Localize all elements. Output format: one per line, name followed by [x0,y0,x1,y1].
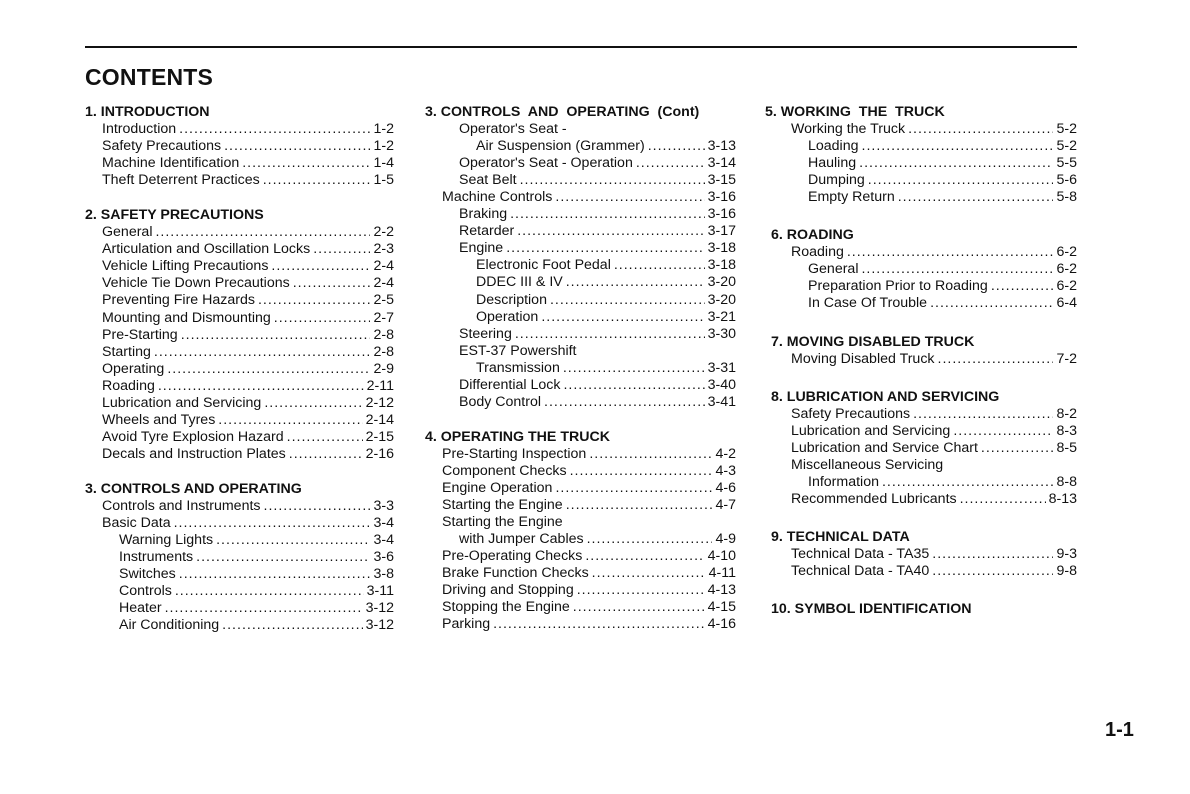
toc-entry-page: 3-13 [707,138,736,155]
toc-entry [85,310,394,327]
toc-column-2 [425,104,736,633]
dot-leader [913,406,1053,423]
toc-entry-page: 8-3 [1056,422,1077,439]
toc-entry-label: Vehicle Tie Down Precautions [102,275,290,292]
dot-leader [550,292,705,309]
toc-entry-page: 5-2 [1056,138,1077,155]
dot-leader [648,138,705,155]
toc-entry-label: Technical Data - TA40 [791,563,930,580]
toc-entry [425,223,736,240]
dot-leader [862,138,1054,155]
toc-entry [85,258,394,275]
toc-entry-label: Lubrication and Servicing [791,422,951,439]
toc-entry [425,531,736,548]
toc-entry-page: 3-15 [707,172,736,189]
dot-leader [224,138,370,155]
toc-entry [765,172,1077,189]
toc-entry-page: 3-6 [373,549,394,566]
dot-leader [179,121,370,138]
toc-entry-page: 5-8 [1056,189,1077,206]
toc-entry-page: 2-3 [373,241,394,258]
toc-entry [425,497,736,514]
dot-leader [585,548,704,565]
toc-entry-label: Starting the Engine [442,497,563,514]
toc-entry-label: Miscellaneous Servicing [791,456,944,473]
toc-entry-label: Empty Return [808,189,895,206]
toc-entry [85,566,394,583]
toc-entry-page: 3-4 [373,515,394,532]
toc-entry-page: 3-18 [707,257,736,274]
toc-entry-page: 3-11 [366,583,394,600]
toc-entry [425,274,736,291]
toc-entry-label: Preparation Prior to Roading [808,278,988,295]
toc-entry-label: Working the Truck [791,121,906,138]
toc-entry-page: 3-20 [707,274,736,291]
toc-entry-page: 6-2 [1056,278,1077,295]
toc-entry [85,344,394,361]
toc-entry-label: Heater [119,600,162,617]
dot-leader [155,224,370,241]
toc-entry-page: 5-2 [1056,121,1077,138]
toc-entry [425,480,736,497]
toc-entry [425,189,736,206]
toc-entry-label: Operator's Seat - Operation [459,155,633,172]
dot-leader [287,429,363,446]
dot-leader [868,172,1054,189]
toc-entry-page: 1-4 [373,155,394,172]
toc-entry-page: 3-12 [365,600,394,617]
toc-entry [765,189,1077,206]
toc-entry [425,155,736,172]
toc-entry [425,514,736,531]
dot-leader [541,309,704,326]
dot-leader [179,566,371,583]
dot-leader [154,344,371,361]
dot-leader [263,172,371,189]
toc-entry [425,377,736,394]
toc-entry [85,395,394,412]
toc-entry-page: 3-20 [707,291,736,308]
toc-entry [85,155,394,172]
toc-entry-label: Machine Identification [102,155,240,172]
toc-entry [85,515,394,532]
toc-entry-label: Lubrication and Service Chart [791,439,978,456]
toc-entry-label: Pre-Starting [102,326,178,343]
section-heading: 4. OPERATING THE TRUCK [425,428,610,445]
toc-entry [765,406,1077,423]
toc-entry-page: 6-2 [1056,244,1077,261]
dot-leader [960,491,1046,508]
section-heading: 3. CONTROLS AND OPERATING (Cont) [425,104,700,120]
toc-entry-label: Seat Belt [459,172,517,189]
toc-entry [765,138,1077,155]
toc-entry [85,224,394,241]
dot-leader [274,310,371,327]
dot-leader [264,395,362,412]
toc-entry-page: 3-18 [707,240,736,257]
toc-entry-label: Vehicle Lifting Precautions [102,258,269,275]
dot-leader [218,412,362,429]
dot-leader [258,292,371,309]
toc-entry [85,429,394,446]
toc-entry-page: 3-40 [707,376,736,393]
toc-entry-label: DDEC III & IV [476,274,563,291]
toc-entry-page: 8-8 [1056,473,1077,490]
toc-entry [765,351,1077,368]
dot-leader [953,423,1053,440]
dot-leader [847,244,1054,261]
dot-leader [566,497,713,514]
toc-entry [85,138,394,155]
toc-entry-label: Braking [459,206,508,223]
dot-leader [264,498,371,515]
toc-entry [85,361,394,378]
dot-leader [510,206,704,223]
toc-entry [765,546,1077,563]
toc-entry [85,583,394,600]
toc-entry [765,244,1077,261]
dot-leader [271,258,370,275]
toc-entry-page: 2-7 [373,309,394,326]
toc-entry-label: Information [808,473,879,490]
dot-leader [859,155,1053,172]
toc-entry [765,121,1077,138]
dot-leader [898,189,1054,206]
toc-entry-page: 3-30 [707,325,736,342]
section-heading: 3. CONTROLS AND OPERATING [85,480,302,497]
toc-entry-label: Machine Controls [442,189,553,206]
toc-entry-page: 3-8 [373,566,394,583]
dot-leader [515,326,705,343]
toc-entry-label: Operator's Seat - [459,121,567,138]
toc-entry [85,172,394,189]
toc-entry-page: 4-9 [715,531,736,548]
toc-entry [425,206,736,223]
toc-entry [425,343,736,360]
toc-entry-page: 2-16 [365,445,394,462]
toc-entry-label: Air Conditioning [119,617,220,634]
toc-entry-label: Starting the Engine [442,514,563,531]
toc-entry-page: 2-9 [373,360,394,377]
toc-entry [425,446,736,463]
toc-entry [765,423,1077,440]
toc-entry [765,491,1077,508]
toc-entry [765,563,1077,580]
toc-entry-page: 2-15 [365,428,394,445]
toc-entry-page: 1-2 [373,121,394,138]
toc-entry [425,172,736,189]
toc-entry-page: 3-14 [707,155,736,172]
toc-entry-label: Controls and Instruments [102,497,261,514]
toc-entry-label: Avoid Tyre Explosion Hazard [102,428,284,445]
toc-entry [425,360,736,377]
dot-leader [242,155,370,172]
toc-entry [85,600,394,617]
dot-leader [196,549,370,566]
dot-leader [570,463,713,480]
toc-entry-label: Moving Disabled Truck [791,350,935,367]
toc-entry-page: 6-2 [1056,261,1077,278]
toc-entry-label: In Case Of Trouble [808,295,928,312]
toc-entry-label: General [808,261,859,278]
toc-entry [85,498,394,515]
dot-leader [589,446,712,463]
toc-entry-page: 2-11 [366,377,394,394]
dot-leader [175,583,364,600]
toc-entry-label: Retarder [459,223,515,240]
toc-entry-label: Switches [119,566,176,583]
toc-entry-label: Wheels and Tyres [102,411,216,428]
dot-leader [981,440,1054,457]
toc-entry-label: Lubrication and Servicing [102,394,262,411]
toc-entry-label: Loading [808,138,859,155]
toc-entry [765,440,1077,457]
toc-entry-page: 1-2 [373,138,394,155]
toc-entry-label: Component Checks [442,462,567,479]
toc-entry-page: 8-13 [1048,490,1077,507]
dot-leader [882,474,1054,491]
toc-entry-label: Transmission [476,359,560,376]
toc-entry [425,565,736,582]
toc-entry [85,121,394,138]
toc-entry-page: 1-5 [373,172,394,189]
toc-entry [765,261,1077,278]
toc-entry-label: Roading [791,244,844,261]
toc-entry-label: with Jumper Cables [459,531,584,548]
section-heading: 2. SAFETY PRECAUTIONS [85,207,264,224]
toc-entry [765,474,1077,491]
toc-entry-label: Preventing Fire Hazards [102,292,255,309]
toc-entry-label: Differential Lock [459,376,561,393]
toc-entry-label: Mounting and Dismounting [102,309,271,326]
toc-entry-page: 4-2 [715,445,736,462]
toc-entry [85,275,394,292]
toc-entry-page: 2-12 [365,394,394,411]
dot-leader [930,295,1053,312]
toc-entry [425,582,736,599]
dot-leader [908,121,1053,138]
toc-entry-label: Safety Precautions [102,138,222,155]
toc-entry-label: Stopping the Engine [442,599,570,616]
toc-entry-page: 4-15 [707,599,736,616]
toc-entry-page: 3-4 [373,532,394,549]
toc-entry-label: Articulation and Oscillation Locks [102,241,311,258]
section-heading: 10. SYMBOL IDENTIFICATION [771,601,972,618]
toc-entry-page: 9-8 [1056,563,1077,580]
toc-entry-page: 4-6 [715,479,736,496]
toc-entry [85,532,394,549]
dot-leader [932,546,1053,563]
toc-entry-page: 2-4 [373,258,394,275]
toc-entry [425,240,736,257]
toc-entry-page: 7-2 [1056,350,1077,367]
toc-column-1 [85,104,394,634]
toc-entry-label: Introduction [102,121,177,138]
section-heading: 9. TECHNICAL DATA [771,528,910,545]
toc-entry-page: 2-5 [373,292,394,309]
toc-entry-label: Dumping [808,172,865,189]
toc-entry-page: 2-2 [373,224,394,241]
toc-entry-page: 9-3 [1056,545,1077,562]
toc-entry-page: 8-5 [1056,439,1077,456]
toc-entry-label: Instruments [119,549,194,566]
dot-leader [636,155,705,172]
toc-entry-label: EST-37 Powershift [459,342,577,359]
toc-entry [765,295,1077,312]
toc-entry [765,457,1077,474]
toc-entry-label: Body Control [459,393,542,410]
toc-entry [425,463,736,480]
dot-leader [563,360,705,377]
dot-leader [614,257,705,274]
dot-leader [577,582,705,599]
toc-entry-page: 8-2 [1056,405,1077,422]
dot-leader [313,241,370,258]
dot-leader [991,278,1054,295]
toc-entry-label: Electronic Foot Pedal [476,257,611,274]
toc-entry-label: Operating [102,360,165,377]
dot-leader [544,394,705,411]
toc-entry-label: Pre-Starting Inspection [442,445,587,462]
toc-entry-page: 2-8 [373,326,394,343]
toc-entry-label: Brake Function Checks [442,565,589,582]
toc-entry-label: Pre-Operating Checks [442,548,583,565]
dot-leader [520,172,705,189]
toc-entry [425,292,736,309]
toc-entry-label: Decals and Instruction Plates [102,445,286,462]
dot-leader [222,617,362,634]
toc-entry-page: 3-21 [707,308,736,325]
dot-leader [587,531,713,548]
toc-entry-page: 4-3 [715,462,736,479]
toc-entry-page: 4-11 [708,565,736,582]
toc-entry [85,446,394,463]
toc-entry [85,292,394,309]
toc-entry-page: 4-16 [707,616,736,633]
toc-entry-label: Starting [102,343,151,360]
toc-entry-label: Hauling [808,155,857,172]
dot-leader [216,532,370,549]
toc-entry-page: 6-4 [1056,295,1077,312]
toc-entry [765,155,1077,172]
toc-entry [765,278,1077,295]
toc-entry-page: 2-4 [373,275,394,292]
toc-entry [425,121,736,138]
toc-entry-label: Roading [102,377,155,394]
dot-leader [573,599,705,616]
toc-entry [425,309,736,326]
toc-entry [85,617,394,634]
dot-leader [932,563,1053,580]
dot-leader [592,565,706,582]
toc-entry [85,378,394,395]
dot-leader [517,223,704,240]
dot-leader [293,275,371,292]
dot-leader [289,446,363,463]
section-heading: 1. INTRODUCTION [85,104,210,120]
toc-entry-page: 4-13 [707,582,736,599]
toc-entry [425,326,736,343]
dot-leader [563,377,704,394]
dot-leader [566,274,705,291]
dot-leader [555,189,704,206]
toc-entry-label: Theft Deterrent Practices [102,172,260,189]
dot-leader [506,240,704,257]
toc-entry-label: Air Suspension (Grammer) [476,138,645,155]
toc-entry [425,394,736,411]
dot-leader [861,261,1053,278]
toc-entry-label: General [102,224,153,241]
toc-entry-page: 5-6 [1056,172,1077,189]
toc-entry-page: 3-41 [707,393,736,410]
dot-leader [555,480,712,497]
toc-entry-label: Safety Precautions [791,405,911,422]
dot-leader [158,378,364,395]
page-number: 1-1 [1105,719,1134,741]
toc-entry [425,616,736,633]
toc-entry-page: 3-17 [707,223,736,240]
toc-entry-page: 2-8 [373,343,394,360]
toc-entry-page: 4-7 [715,497,736,514]
toc-entry [425,548,736,565]
toc-entry-label: Description [476,291,547,308]
section-heading: 5. WORKING THE TRUCK [765,104,945,120]
toc-entry-label: Basic Data [102,515,171,532]
dot-leader [165,600,363,617]
toc-entry [85,412,394,429]
toc-entry-page: 4-10 [707,548,736,565]
toc-entry-label: Recommended Lubricants [791,490,957,507]
toc-column-3 [765,104,1077,618]
section-heading: 8. LUBRICATION AND SERVICING [771,388,1000,405]
toc-entry-label: Technical Data - TA35 [791,545,930,562]
toc-entry-label: Controls [119,583,172,600]
toc-entry [85,549,394,566]
toc-entry-page: 3-3 [373,497,394,514]
dot-leader [938,351,1054,368]
dot-leader [174,515,371,532]
toc-entry-page: 2-14 [365,411,394,428]
toc-entry-page: 3-12 [365,617,394,634]
dot-leader [167,361,370,378]
dot-leader [493,616,704,633]
toc-entry-page: 3-31 [707,359,736,376]
toc-entry-label: Steering [459,325,512,342]
toc-entry-label: Operation [476,308,539,325]
toc-entry-label: Parking [442,616,491,633]
toc-entry [85,241,394,258]
toc-entry [85,327,394,344]
toc-entry-page: 3-16 [707,206,736,223]
page-title: CONTENTS [85,64,214,90]
toc-entry-label: Warning Lights [119,532,214,549]
toc-entry [425,257,736,274]
dot-leader [181,327,371,344]
toc-entry-label: Driving and Stopping [442,582,574,599]
toc-entry-label: Engine Operation [442,479,553,496]
section-heading: 6. ROADING [771,227,854,244]
toc-entry-page: 5-5 [1056,155,1077,172]
top-rule [85,46,1077,48]
section-heading: 7. MOVING DISABLED TRUCK [771,333,975,350]
toc-entry-page: 3-16 [707,189,736,206]
toc-entry [425,138,736,155]
toc-entry-label: Engine [459,240,504,257]
toc-entry [425,599,736,616]
